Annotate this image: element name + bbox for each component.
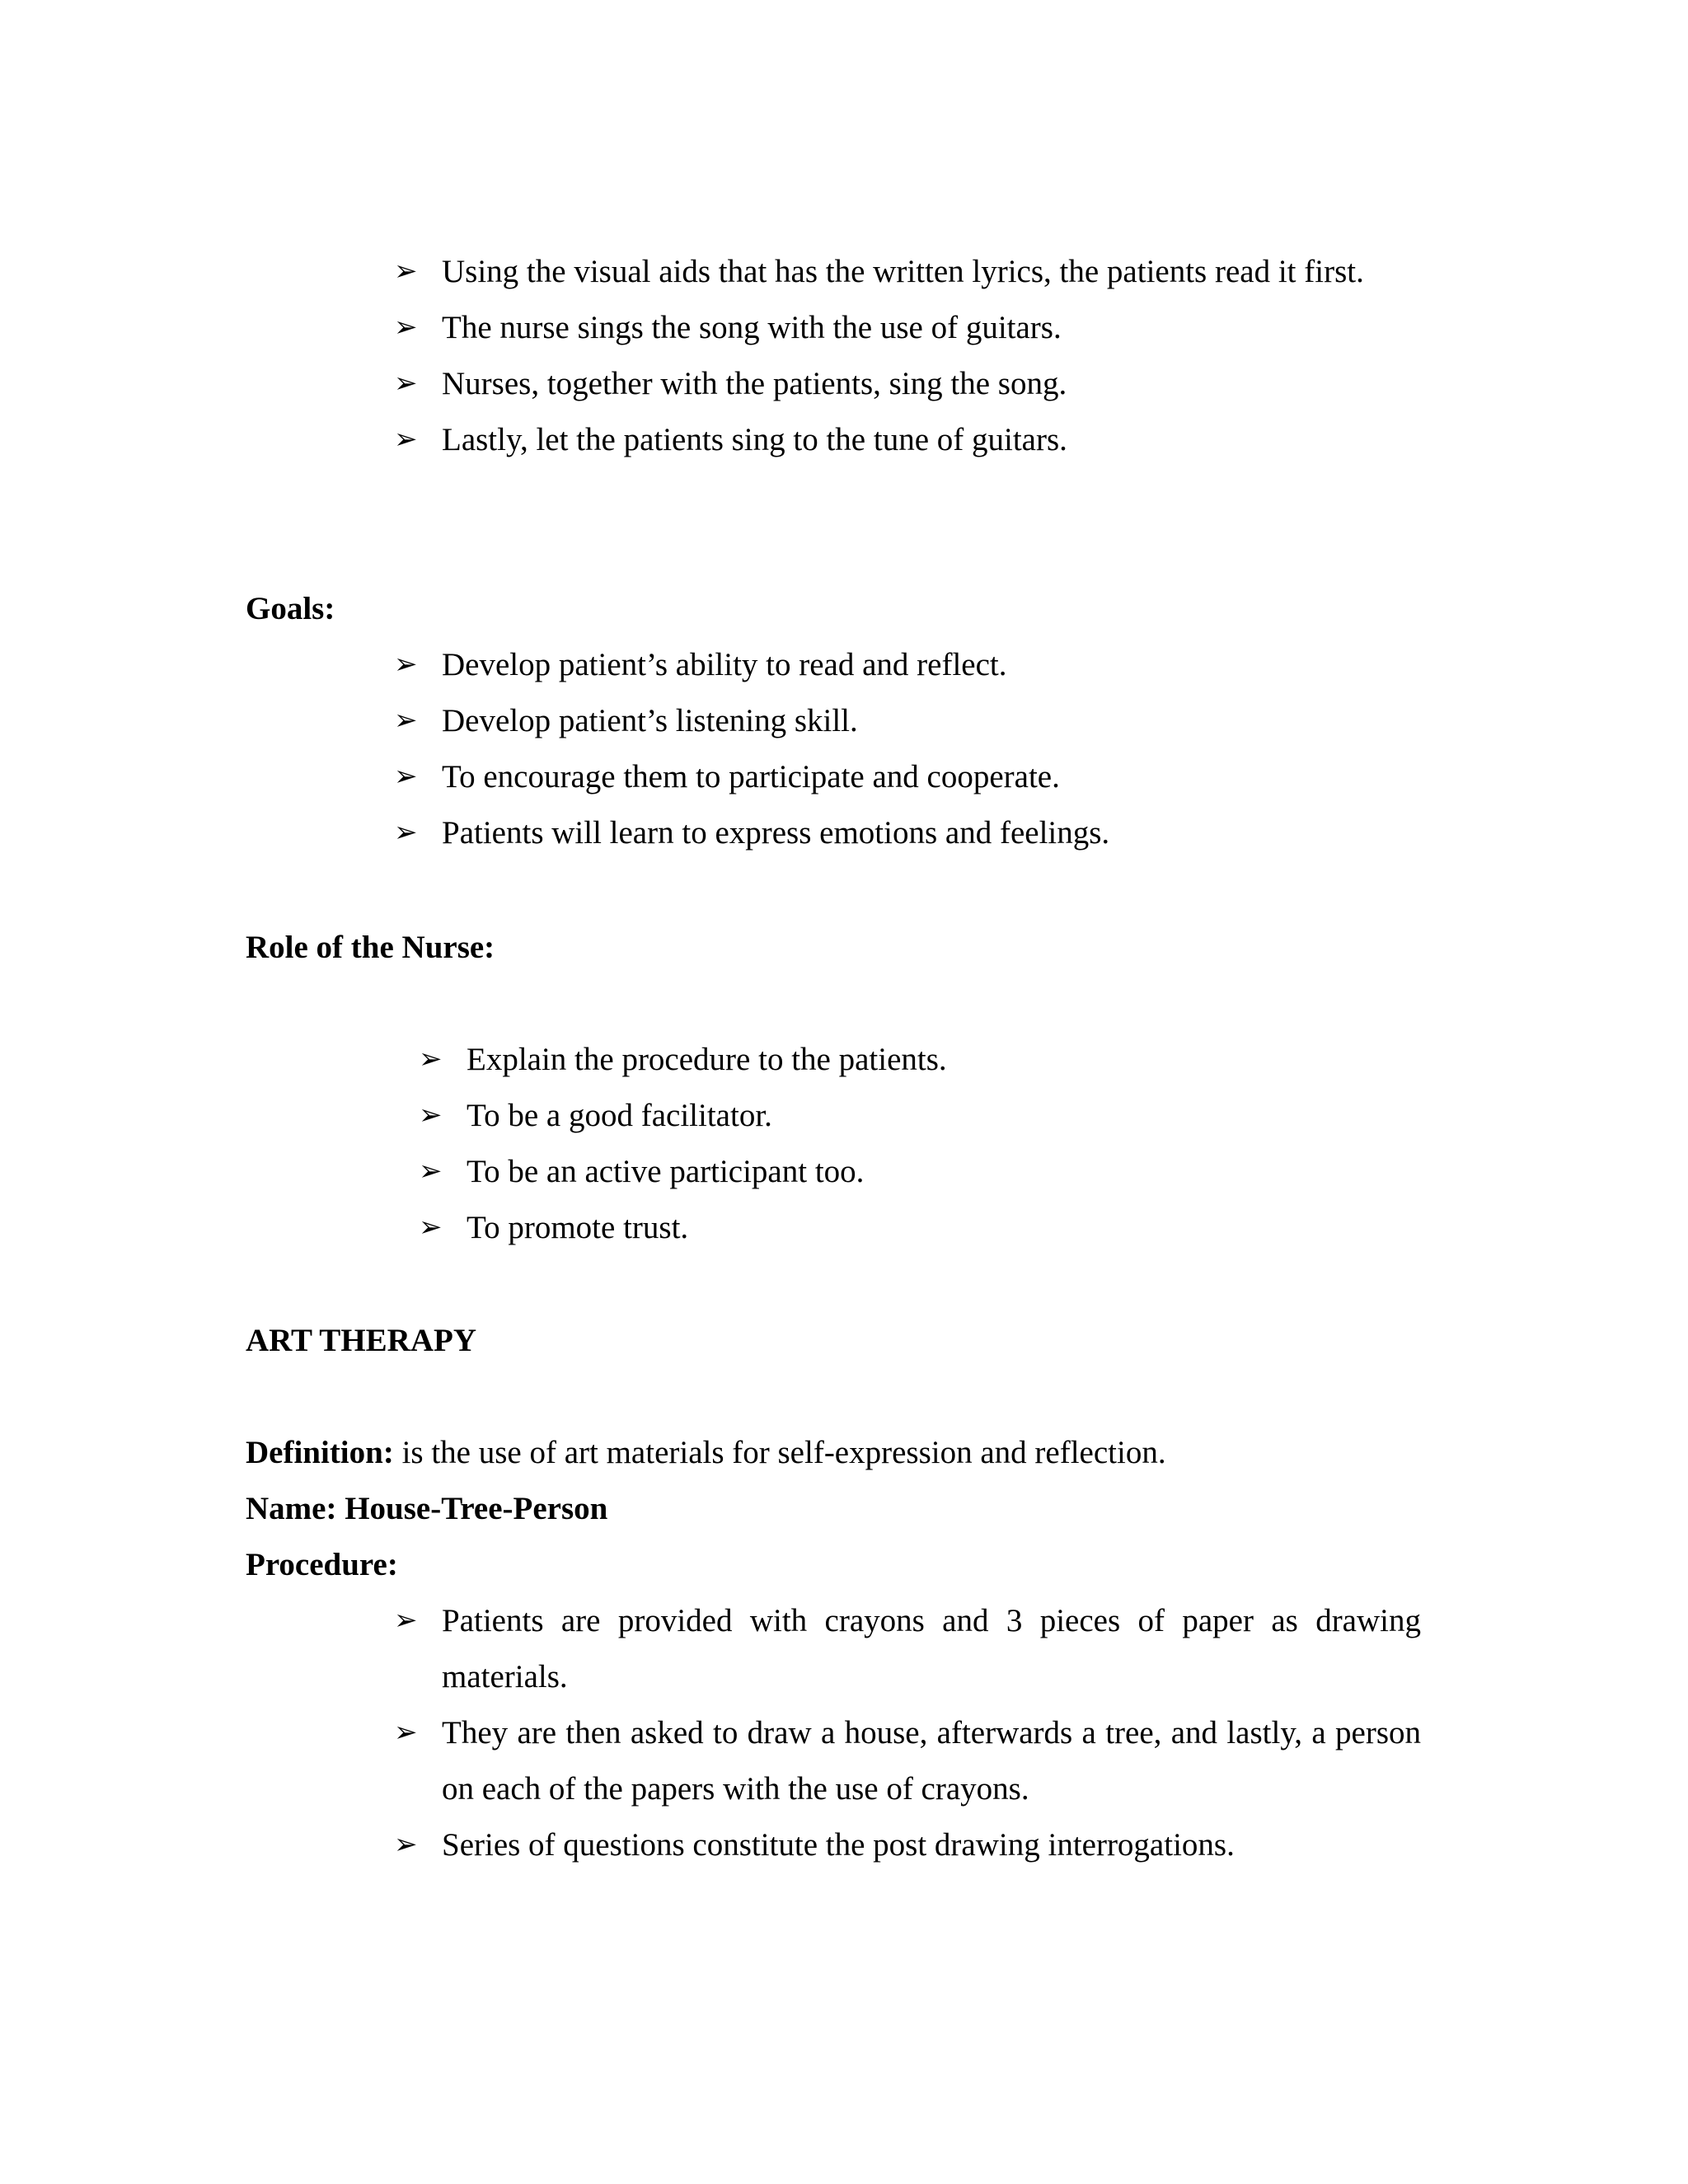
procedure-heading: Procedure: bbox=[246, 1547, 398, 1582]
bullet-arrow-icon: ➢ bbox=[394, 312, 418, 343]
bullet-arrow-icon: ➢ bbox=[394, 1605, 418, 1636]
definition-text: is the use of art materials for self-expression and reflection. bbox=[393, 1435, 1166, 1470]
role-item-4: To promote trust. bbox=[467, 1210, 689, 1245]
role-item-3: To be an active participant too. bbox=[467, 1154, 865, 1189]
name-line: Name: House-Tree-Person bbox=[246, 1491, 608, 1526]
bullet-arrow-icon: ➢ bbox=[394, 424, 418, 455]
song-step-3: Nurses, together with the patients, sing the song. bbox=[442, 366, 1067, 401]
role-item-1: Explain the procedure to the patients. bbox=[467, 1042, 947, 1077]
bullet-arrow-icon: ➢ bbox=[394, 1718, 418, 1748]
bullet-arrow-icon: ➢ bbox=[394, 705, 418, 736]
bullet-arrow-icon: ➢ bbox=[419, 1100, 443, 1131]
procedure-item-2-line2: on each of the papers with the use of crayons. bbox=[442, 1771, 1029, 1807]
bullet-arrow-icon: ➢ bbox=[394, 818, 418, 848]
procedure-item-2-line1: They are then asked to draw a house, afterwards a tree, and lastly, a person bbox=[442, 1715, 1421, 1750]
procedure-item-3: Series of questions constitute the post drawing interrogations. bbox=[442, 1827, 1235, 1863]
role-heading: Role of the Nurse: bbox=[246, 930, 495, 965]
song-step-2: The nurse sings the song with the use of guitars. bbox=[442, 310, 1062, 345]
procedure-item-1-line1: Patients are provided with crayons and 3 pieces of paper as drawing bbox=[442, 1603, 1421, 1638]
role-item-2: To be a good facilitator. bbox=[467, 1098, 772, 1133]
goal-item-4: Patients will learn to express emotions and feelings. bbox=[442, 815, 1110, 851]
bullet-arrow-icon: ➢ bbox=[394, 368, 418, 399]
definition-line bbox=[246, 1433, 1166, 1473]
definition-label: Definition: bbox=[246, 1435, 394, 1470]
goals-heading: Goals: bbox=[246, 591, 335, 626]
goal-item-3: To encourage them to participate and cooperate. bbox=[442, 759, 1060, 794]
bullet-arrow-icon: ➢ bbox=[419, 1212, 443, 1243]
bullet-arrow-icon: ➢ bbox=[394, 1830, 418, 1860]
song-step-1: Using the visual aids that has the written lyrics, the patients read it first. bbox=[442, 254, 1364, 289]
bullet-arrow-icon: ➢ bbox=[394, 649, 418, 680]
procedure-item-1-line2: materials. bbox=[442, 1659, 568, 1694]
bullet-arrow-icon: ➢ bbox=[419, 1156, 443, 1187]
goal-item-1: Develop patient’s ability to read and reflect. bbox=[442, 647, 1007, 682]
art-therapy-heading: ART THERAPY bbox=[246, 1323, 476, 1358]
bullet-arrow-icon: ➢ bbox=[419, 1044, 443, 1075]
bullet-arrow-icon: ➢ bbox=[394, 762, 418, 792]
song-step-4: Lastly, let the patients sing to the tune of guitars. bbox=[442, 422, 1067, 457]
goal-item-2: Develop patient’s listening skill. bbox=[442, 703, 858, 738]
bullet-arrow-icon: ➢ bbox=[394, 256, 418, 287]
